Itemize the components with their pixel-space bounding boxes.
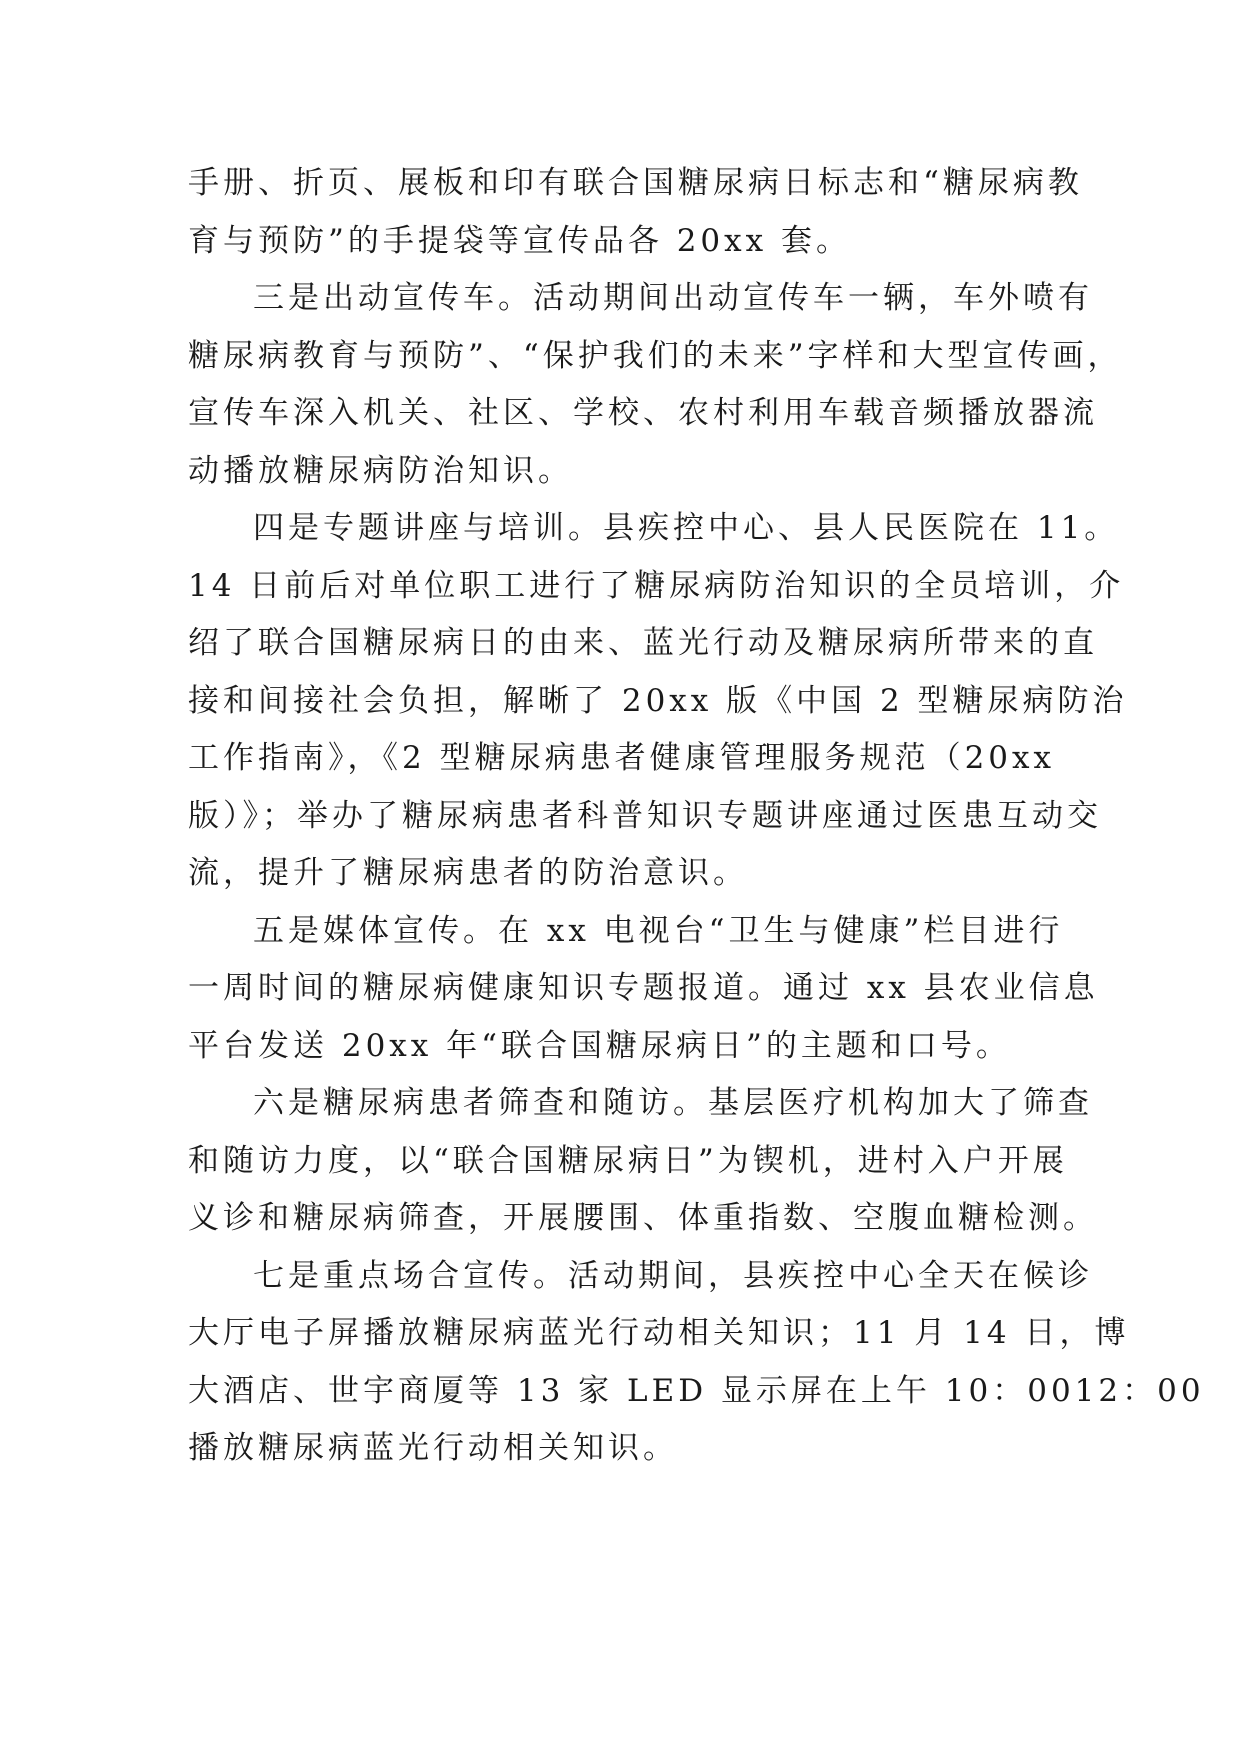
- text-line: 流，提升了糖尿病患者的防治意识。: [188, 855, 748, 891]
- text-line: 工作指南》，《2 型糖尿病患者健康管理服务规范（20xx: [188, 740, 1055, 776]
- text-line: 宣传车深入机关、社区、学校、农村利用车载音频播放器流: [188, 395, 1098, 431]
- text-line: 一周时间的糖尿病健康知识专题报道。通过 xx 县农业信息: [188, 970, 1099, 1006]
- text-line: 和随访力度，以“联合国糖尿病日”为锲机，进村入户开展: [188, 1142, 1068, 1179]
- paragraph-start-line: 七是重点场合宣传。活动期间，县疾控中心全天在候诊: [253, 1257, 1093, 1294]
- text-line: 14 日前后对单位职工进行了糖尿病防治知识的全员培训，介: [188, 567, 1125, 604]
- text-line: 大酒店、世宇商厦等 13 家 LED 显示屏在上午 10：0012：00: [188, 1372, 1205, 1409]
- text-line: 接和间接社会负担，解晰了 20xx 版《中国 2 型糖尿病防治: [188, 682, 1128, 719]
- text-line: 动播放糖尿病防治知识。: [188, 452, 573, 489]
- text-line: 大厅电子屏播放糖尿病蓝光行动相关知识；11 月 14 日，博: [188, 1315, 1130, 1351]
- text-line: 义诊和糖尿病筛查，开展腰围、体重指数、空腹血糖检测。: [188, 1200, 1098, 1236]
- text-line: 糖尿病教育与预防”、“保护我们的未来”字样和大型宣传画，: [188, 337, 1123, 374]
- text-line: 绍了联合国糖尿病日的由来、蓝光行动及糖尿病所带来的直: [188, 625, 1098, 661]
- document-body: [188, 155, 1205, 1478]
- paragraph-start-line: 三是出动宣传车。活动期间出动宣传车一辆，车外喷有: [253, 280, 1093, 316]
- text-line: 育与预防”的手提袋等宣传品各 20xx 套。: [188, 222, 851, 259]
- paragraph-start-line: 六是糖尿病患者筛查和随访。基层医疗机构加大了筛查: [253, 1085, 1093, 1121]
- text-line: 手册、折页、展板和印有联合国糖尿病日标志和“糖尿病教: [188, 165, 1083, 201]
- text-line: 平台发送 20xx 年“联合国糖尿病日”的主题和口号。: [188, 1027, 1011, 1064]
- text-line: 版）》；举办了糖尿病患者科普知识专题讲座通过医患互动交: [188, 797, 1102, 834]
- paragraph-start-line: 四是专题讲座与培训。县疾控中心、县人民医院在 11。: [253, 510, 1120, 546]
- text-line: 播放糖尿病蓝光行动相关知识。: [188, 1430, 678, 1466]
- paragraph-start-line: 五是媒体宣传。在 xx 电视台“卫生与健康”栏目进行: [253, 912, 1064, 949]
